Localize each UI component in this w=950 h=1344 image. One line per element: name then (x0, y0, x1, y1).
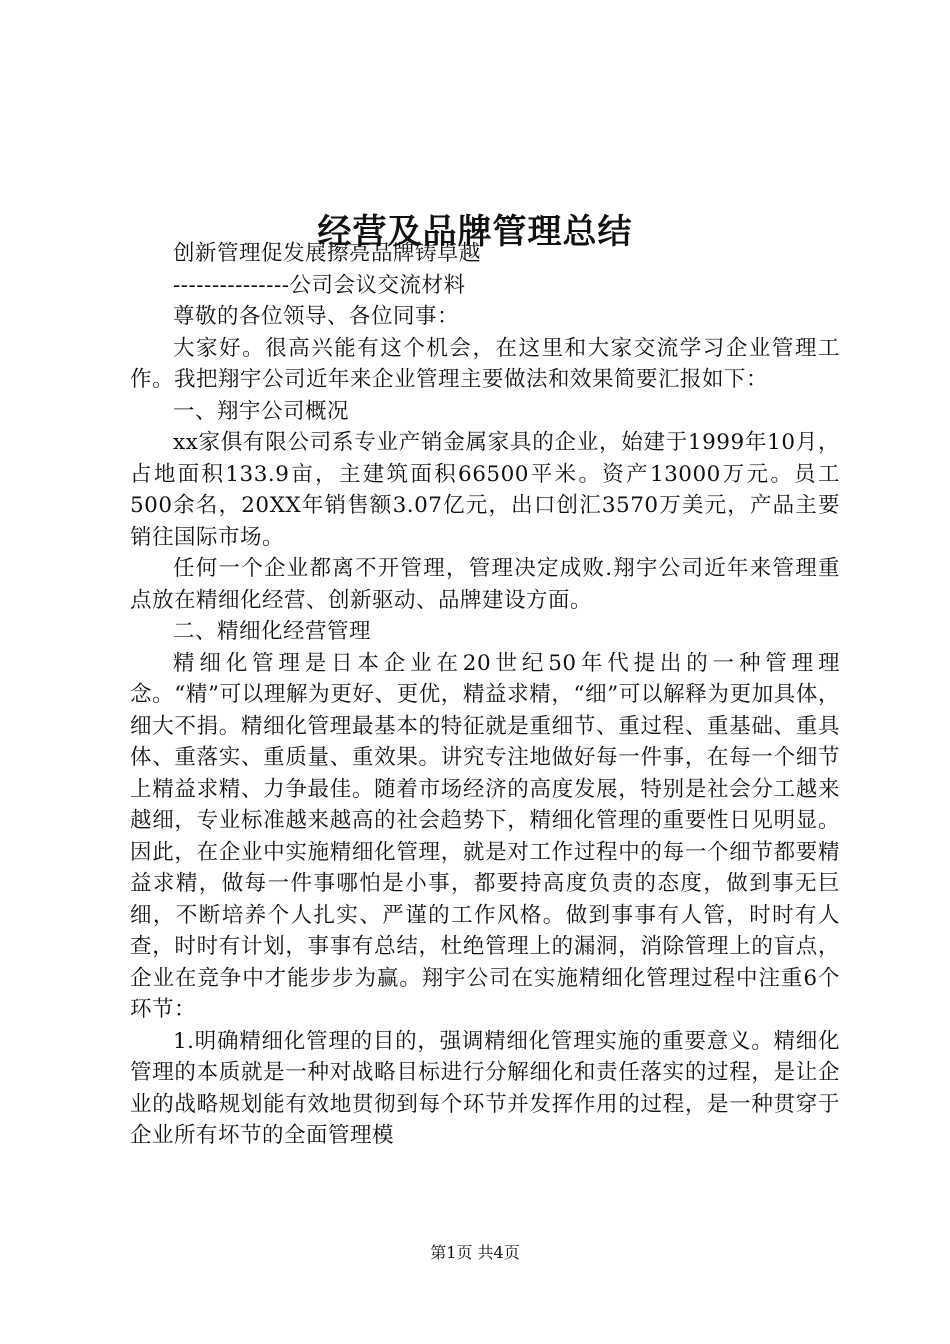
document-body (130, 238, 840, 1152)
page-number: 第1页 共4页 (430, 1243, 520, 1262)
intro-paragraph: 大家好。很高兴能有这个机会，在这里和大家交流学习企业管理工作。我把翔宇公司近年来企业管理主要做法和效果简要汇报如下： (130, 335, 840, 392)
refined-management-paragraph: 精细化管理是日本企业在20世纪50年代提出的一种管理理念。“精”可以理解为更好、更优，精益求精，“细”可以解释为更加具体，细大不捐。精细化管理最基本的特征就是重细节、重过程、重基础、重具体、重落实、重质量、重效果。讲究专注地做好每一件事，在每一个细节上精益求精、力争最佳。随着市场经济的高度发展，特别是社会分工越来越细，专业标准越来越高的社会趋势下，精细化管理的重要性日见明显。因此，在企业中实施精细化管理，就是对工作过程中的每一个细节都要精益求精，做每一件事哪怕是小事，都要持高度负责的态度，做到事无巨细，不断培养个人扎实、严谨的工作风格。做到事事有人管，时时有人查，时时有计划，事事有总结，杜绝管理上的漏洞，消除管理上的盲点，企业在竞争中才能步步为赢。翔宇公司在实施精细化管理过程中注重6个环节： (130, 650, 840, 1022)
section-heading-overview: 一、翔宇公司概况 (173, 398, 350, 424)
salutation: 尊敬的各位领导、各位同事： (173, 304, 460, 329)
subtitle-source: ---------------公司会议交流材料 (173, 272, 466, 298)
overview-paragraph: xx家俱有限公司系专业产销金属家具的企业，始建于1999年10月，占地面积133.9亩，主建筑面积66500平米。资产13000万元。员工500余名，20XX年销售额3.07亿元，出口创汇3570万美元，产品主要销往国际市场。 (130, 430, 840, 550)
management-focus-paragraph: 任何一个企业都离不开管理，管理决定成败.翔宇公司近年来管理重点放在精细化经营、创新驱动、品牌建设方面。 (130, 556, 840, 613)
point-one-paragraph: 1.明确精细化管理的目的，强调精细化管理实施的重要意义。精细化管理的本质就是一种对战略目标进行分解细化和责任落实的过程，是让企业的战略规划能有效地贯彻到每个环节并发挥作用的过程，是一种贯穿于企业所有坏节的全面管理模 (130, 1028, 840, 1148)
section-heading-refined-management: 二、精细化经营管理 (173, 619, 372, 644)
document-title: 经营及品牌管理总结 (317, 211, 633, 252)
subtitle: 创新管理促发展擦亮品牌铸卓越 (173, 241, 482, 266)
